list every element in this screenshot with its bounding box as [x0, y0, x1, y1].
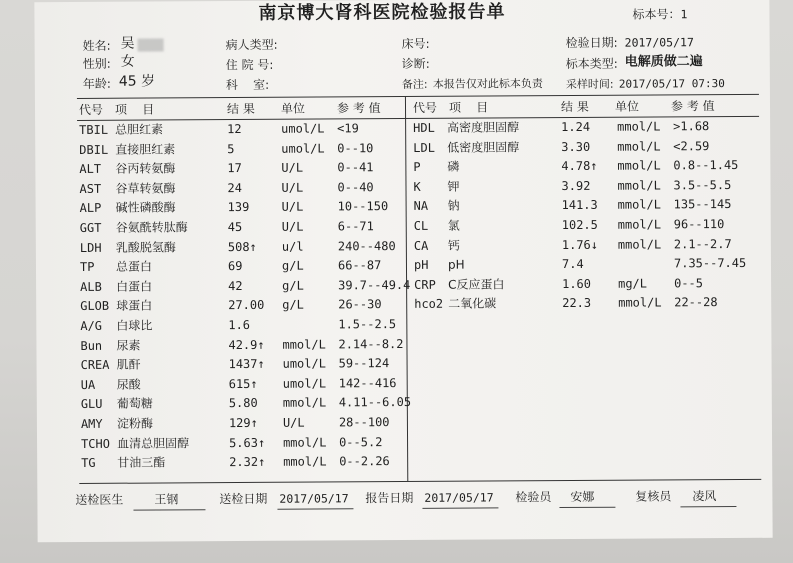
row-item-name: 肌酐 — [116, 357, 141, 372]
row-item-name: 高密度胆固醇 — [447, 120, 520, 135]
row-ref: 0.8--1.45 — [673, 157, 739, 173]
row-code: LDH — [79, 240, 102, 255]
row-item-name: 尿酸 — [116, 377, 141, 392]
row-item-name: 葡萄糖 — [116, 396, 153, 411]
row-item-name: pH — [447, 257, 465, 272]
row-result: 1.76↓ — [561, 237, 599, 253]
row-result: 1.6 — [228, 317, 251, 333]
row-item-name: 直接胆红素 — [115, 142, 176, 157]
lab-report-sheet — [34, 0, 772, 542]
row-ref: <19 — [337, 121, 359, 136]
doctor-value: 王钢 — [154, 492, 179, 507]
row-unit: mmol/L — [283, 435, 327, 450]
row-code: LDL — [413, 140, 435, 155]
row-unit: g/L — [281, 258, 304, 273]
row-unit: mmol/L — [617, 119, 661, 134]
diagnosis-label: 诊断: — [401, 56, 430, 72]
table-top-rule — [77, 94, 759, 99]
row-ref: 6--71 — [337, 219, 374, 234]
remark-value: 本报告仅对此标本负责 — [432, 77, 543, 91]
row-code: CA — [413, 238, 429, 253]
row-ref: <2.59 — [673, 139, 710, 154]
row-item-name: 钙 — [447, 238, 460, 253]
row-unit: g/L — [282, 297, 304, 312]
collect-time-value: 2017/05/17 07:30 — [618, 77, 725, 91]
header-code-left: 代号 — [78, 102, 104, 117]
test-date-label: 检验日期: — [565, 35, 618, 51]
dept-label: 科 室: — [225, 77, 270, 93]
row-item-name: 谷草转氨酶 — [115, 181, 176, 196]
row-item-name: 谷氨酰转肽酶 — [115, 220, 188, 235]
header-item-left: 项 目 — [114, 102, 155, 117]
row-ref: 39.7--49.4 — [338, 277, 411, 293]
row-ref: 96--110 — [673, 217, 725, 232]
row-code: TCHO — [81, 436, 111, 451]
hosp-no-label: 住 院 号: — [225, 57, 274, 73]
row-code: ALT — [79, 161, 102, 176]
row-code: K — [413, 179, 421, 194]
row-item-name: 总胆红素 — [115, 122, 164, 137]
send-date-value: 2017/05/17 — [279, 491, 349, 506]
row-ref: 7.35--7.45 — [673, 255, 747, 271]
sample-no-label: 标本号： — [632, 7, 681, 22]
table-bottom-rule — [79, 479, 761, 484]
row-unit: g/L — [282, 278, 304, 293]
row-code: P — [413, 159, 421, 174]
row-ref: 28--100 — [338, 415, 390, 430]
row-unit: U/L — [281, 180, 304, 195]
row-ref: 4.11--6.05 — [338, 394, 412, 410]
specimen-type-label: 标本类型: — [565, 56, 618, 72]
row-result: 129↑ — [228, 415, 258, 431]
test-date-value: 2017/05/17 — [624, 35, 694, 50]
header-unit-left: 单位 — [280, 101, 306, 116]
row-item-name: 乳酸脱氢酶 — [115, 240, 176, 255]
checker-underline — [680, 506, 736, 507]
row-ref: 0--40 — [337, 180, 374, 195]
row-code: Bun — [80, 338, 103, 353]
header-ref-left: 参 考 值 — [336, 101, 381, 116]
row-unit: mmol/L — [617, 178, 661, 193]
row-item-name: 二氧化碳 — [448, 296, 497, 311]
row-item-name: 白球比 — [116, 318, 153, 333]
row-result: 5.63↑ — [229, 435, 266, 451]
row-result: 141.3 — [561, 197, 598, 213]
row-unit: umol/L — [282, 356, 326, 371]
row-code: AMY — [80, 416, 103, 431]
row-ref: 142--416 — [338, 376, 397, 391]
row-unit: mmol/L — [617, 158, 661, 173]
send-date-label: 送检日期 — [219, 491, 268, 507]
row-unit: u/l — [281, 239, 304, 254]
row-unit: U/L — [281, 219, 304, 234]
row-ref: >1.68 — [673, 119, 710, 134]
header-code-right: 代号 — [412, 100, 438, 115]
row-unit: mmol/L — [283, 454, 327, 469]
row-result: 1.60 — [562, 276, 592, 292]
row-item-name: 氯 — [447, 218, 460, 233]
row-ref: 1.5--2.5 — [338, 317, 397, 332]
row-item-name: 血清总胆固醇 — [117, 436, 190, 451]
row-result: 3.92 — [561, 178, 591, 194]
row-code: TG — [81, 455, 96, 470]
sex-label: 性别: — [82, 56, 111, 71]
row-ref: 0--5.2 — [339, 435, 383, 450]
row-ref: 22--28 — [674, 295, 718, 310]
send-date-underline — [277, 508, 353, 509]
row-ref: 2.1--2.7 — [673, 236, 732, 252]
name-label: 姓名: — [82, 38, 111, 53]
row-code: DBIL — [79, 142, 109, 157]
tester-underline — [559, 507, 615, 508]
header-result-right: 结 果 — [560, 99, 589, 115]
row-result: 69 — [227, 258, 243, 274]
doctor-underline — [133, 509, 205, 510]
row-item-name: 甘油三酯 — [117, 455, 166, 470]
row-unit: umol/L — [281, 141, 325, 156]
row-code: AST — [79, 181, 102, 196]
row-result: 2.32↑ — [229, 454, 266, 470]
doctor-label: 送检医生 — [75, 492, 124, 508]
header-item-right: 项 目 — [448, 100, 489, 115]
row-code: UA — [80, 377, 96, 392]
row-unit: mmol/L — [282, 395, 327, 410]
row-result: 24 — [227, 180, 242, 196]
row-code: CRP — [414, 277, 436, 292]
row-result: 139 — [227, 199, 250, 215]
row-ref: 26--30 — [338, 297, 382, 312]
row-item-name: 尿素 — [116, 338, 141, 353]
sample-no-value: 1 — [680, 7, 688, 22]
row-result: 12 — [227, 121, 242, 137]
row-unit: mmol/L — [617, 139, 661, 154]
row-code: GGT — [79, 220, 102, 235]
row-result: 17 — [227, 160, 242, 176]
checker-value: 凌风 — [692, 489, 717, 504]
row-item-name: 白蛋白 — [116, 279, 153, 294]
row-unit: U/L — [281, 199, 304, 214]
row-item-name: 钠 — [447, 198, 460, 213]
row-result: 615↑ — [228, 376, 258, 392]
checker-label: 复核员 — [635, 489, 672, 504]
row-item-name: C反应蛋白 — [448, 277, 505, 292]
row-code: A/G — [80, 318, 103, 333]
tester-value: 安娜 — [570, 489, 595, 504]
patient-type-label: 病人类型: — [225, 37, 278, 53]
row-unit: mg/L — [618, 276, 648, 291]
row-unit: mmol/L — [617, 237, 662, 252]
row-ref: 3.5--5.5 — [673, 177, 732, 193]
row-result: 102.5 — [561, 217, 598, 233]
row-code: GLU — [80, 396, 103, 411]
row-code: HDL — [413, 120, 435, 135]
row-item-name: 钾 — [447, 179, 460, 194]
row-ref: 59--124 — [338, 356, 390, 371]
sex-value: 女 — [120, 53, 135, 70]
row-item-name: 球蛋白 — [116, 298, 153, 313]
row-result: 5 — [227, 142, 235, 157]
row-result: 3.30 — [561, 139, 591, 155]
header-unit-right: 单位 — [614, 99, 640, 114]
row-code: NA — [413, 198, 429, 213]
age-label: 年龄: — [82, 76, 111, 91]
row-item-name: 碱性磷酸酶 — [115, 200, 176, 215]
row-unit: U/L — [282, 415, 305, 430]
collect-time-label: 采样时间: — [565, 77, 614, 92]
row-ref: 0--10 — [337, 141, 374, 156]
age-value: 45 岁 — [118, 73, 156, 90]
row-ref: 66--87 — [337, 258, 382, 273]
row-result: 7.4 — [561, 256, 584, 272]
row-code: CREA — [80, 357, 110, 372]
row-code: ALP — [79, 200, 102, 215]
row-unit: mmol/L — [617, 217, 662, 232]
row-unit: mmol/L — [617, 197, 662, 212]
row-result: 45 — [227, 219, 243, 235]
row-ref: 0--5 — [674, 276, 704, 291]
row-item-name: 谷丙转氨酶 — [115, 161, 176, 176]
report-date-label: 报告日期 — [365, 490, 414, 506]
row-code: pH — [413, 257, 429, 272]
row-result: 508↑ — [227, 239, 257, 255]
row-ref: 0--41 — [337, 160, 374, 175]
header-ref-right: 参 考 值 — [670, 99, 715, 114]
row-result: 27.00 — [228, 297, 265, 313]
row-unit: mmol/L — [282, 337, 326, 352]
row-item-name: 总蛋白 — [115, 259, 153, 274]
row-result: 42 — [228, 278, 243, 294]
remark-label: 备注: — [401, 77, 428, 92]
report-date-underline — [422, 507, 498, 508]
row-unit: umol/L — [282, 376, 327, 391]
name-value: 吴 — [120, 35, 135, 52]
row-code: hco2 — [414, 296, 444, 311]
row-result: 5.80 — [228, 395, 258, 411]
tester-label: 检验员 — [515, 490, 552, 505]
row-ref: 240--480 — [337, 239, 396, 254]
row-code: GLOB — [80, 298, 110, 313]
row-item-name: 低密度胆固醇 — [447, 140, 520, 155]
row-item-name: 淀粉酶 — [116, 416, 153, 431]
row-code: ALB — [80, 279, 102, 294]
row-code: TP — [79, 259, 95, 274]
report-date-value: 2017/05/17 — [424, 490, 494, 505]
row-unit: umol/L — [281, 121, 325, 136]
row-ref: 135--145 — [673, 196, 732, 212]
row-unit: mmol/L — [618, 295, 662, 310]
bed-label: 床号: — [401, 36, 430, 52]
specimen-type-value: 电解质做二遍 — [624, 54, 703, 70]
report-title: 南京博大肾科医院检验报告单 — [258, 1, 506, 24]
row-result: 1437↑ — [228, 356, 265, 372]
row-item-name: 磷 — [447, 159, 460, 174]
row-code: CL — [413, 218, 429, 233]
row-ref: 0--2.26 — [339, 454, 390, 469]
row-ref: 10--150 — [337, 199, 389, 214]
row-result: 1.24 — [561, 119, 591, 135]
redacted-name-blur — [138, 38, 164, 51]
row-result: 42.9↑ — [228, 337, 265, 353]
row-result: 4.78↑ — [561, 158, 598, 174]
row-result: 22.3 — [562, 295, 592, 311]
header-result-left: 结 果 — [226, 101, 255, 117]
row-unit: U/L — [281, 160, 304, 175]
row-ref: 2.14--8.2 — [338, 337, 404, 352]
row-code: TBIL — [79, 122, 109, 137]
